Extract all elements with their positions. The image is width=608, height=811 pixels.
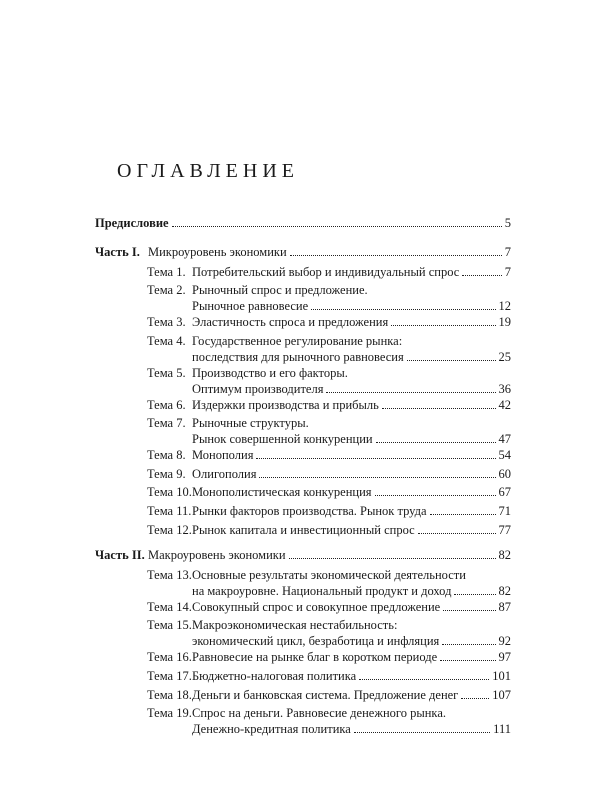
- toc-entry-label: Тема 6.: [147, 398, 186, 412]
- toc-entry-title: Издержки производства и прибыль: [192, 398, 379, 412]
- toc-entry-label: Тема 1.: [147, 265, 186, 279]
- toc-entry-line: [0, 720, 608, 738]
- toc-entry-title: Рыночное равновесие: [192, 299, 309, 313]
- toc-entry-title: Деньги и банковская система. Предложение денег: [192, 688, 459, 702]
- toc-entry-page: 36: [498, 382, 511, 396]
- dot-leader: [259, 477, 495, 478]
- toc-entry-page: 5: [504, 216, 511, 230]
- toc-entry-label: Тема 5.: [147, 366, 186, 380]
- toc-entry-title: Денежно-кредитная политика: [192, 722, 351, 736]
- toc-entry-title: Совокупный спрос и совокупное предложение: [192, 600, 441, 614]
- dot-leader: [391, 325, 495, 326]
- toc-entry-page: 47: [498, 432, 511, 446]
- dot-leader: [289, 558, 496, 559]
- toc-entry-page: 7: [504, 265, 511, 279]
- toc-entry-page: 82: [498, 548, 511, 562]
- toc-entry-label: Часть I.: [95, 245, 140, 259]
- toc-entry-line: [0, 483, 608, 501]
- toc-entry-title: на макроуровне. Национальный продукт и доход: [192, 584, 452, 598]
- toc-entry-line: [0, 521, 608, 539]
- dot-leader: [172, 226, 502, 227]
- toc-entry-title: Производство и его факторы.: [192, 366, 348, 380]
- dot-leader: [407, 360, 496, 361]
- toc-entry-line: [0, 465, 608, 483]
- toc-entry-line: [0, 446, 608, 464]
- toc-entry-line: [0, 598, 608, 616]
- toc-entry-page: 12: [498, 299, 511, 313]
- toc-entry-title: Рыночные структуры.: [192, 416, 309, 430]
- toc-entry-label: Тема 18.: [147, 688, 192, 702]
- toc-entry-title: Оптимум производителя: [192, 382, 324, 396]
- dot-leader: [442, 644, 495, 645]
- toc-entry-line: [0, 313, 608, 331]
- dot-leader: [443, 610, 495, 611]
- toc-entry-label: Тема 8.: [147, 448, 186, 462]
- toc-entry-title: Рыночный спрос и предложение.: [192, 283, 368, 297]
- toc-entry-page: 77: [498, 523, 511, 537]
- toc-entry-page: 107: [492, 688, 511, 702]
- toc-entry-label: Тема 3.: [147, 315, 186, 329]
- toc-entry-title: Монополистическая конкуренция: [192, 485, 372, 499]
- toc-entry-label: Тема 15.: [147, 618, 192, 632]
- toc-entry-title: Равновесие на рынке благ в коротком периоде: [192, 650, 438, 664]
- toc-entry-page: 87: [498, 600, 511, 614]
- toc-entry-label: Тема 12.: [147, 523, 192, 537]
- toc-entry-title: Монополия: [192, 448, 254, 462]
- dot-leader: [326, 392, 495, 393]
- toc-entry-line: [0, 263, 608, 281]
- toc-entry-page: 111: [493, 722, 511, 736]
- toc-entry-page: 7: [504, 245, 511, 259]
- dot-leader: [430, 514, 496, 515]
- toc-entry-label: Тема 4.: [147, 334, 186, 348]
- toc-entry-line: [0, 214, 608, 232]
- toc-entry-title: Рынок совершенной конкуренции: [192, 432, 373, 446]
- toc-entry-title: Бюджетно-налоговая политика: [192, 669, 357, 683]
- dot-leader: [440, 660, 495, 661]
- toc-entry-title: Потребительский выбор и индивидуальный спрос: [192, 265, 460, 279]
- dot-leader: [382, 408, 496, 409]
- dot-leader: [359, 679, 489, 680]
- toc-entry-label: Тема 19.: [147, 706, 192, 720]
- dot-leader: [256, 458, 495, 459]
- toc-entry-label: Тема 17.: [147, 669, 192, 683]
- toc-entry-line: [0, 396, 608, 414]
- toc-entry-label: Тема 9.: [147, 467, 186, 481]
- dot-leader: [454, 594, 495, 595]
- toc-entry-line: [0, 648, 608, 666]
- toc-entry-page: 71: [498, 504, 511, 518]
- toc-entry-line: [0, 502, 608, 520]
- dot-leader: [354, 732, 490, 733]
- toc-entry-title: Эластичность спроса и предложения: [192, 315, 389, 329]
- toc-entry-title: Основные результаты экономической деятельности: [192, 568, 466, 582]
- toc-entry-page: 42: [498, 398, 511, 412]
- toc-entry-page: 92: [498, 634, 511, 648]
- toc-entry-label: Часть II.: [95, 548, 145, 562]
- toc-entry-title: Рынок капитала и инвестиционный спрос: [192, 523, 415, 537]
- toc-entry-title: последствия для рыночного равновесия: [192, 350, 404, 364]
- dot-leader: [376, 442, 496, 443]
- toc-entry-title: Микроуровень экономики: [148, 245, 287, 259]
- toc-entry-label: Тема 7.: [147, 416, 186, 430]
- toc-entry-title: Макроуровень экономики: [148, 548, 286, 562]
- toc-entry-label: Тема 13.: [147, 568, 192, 582]
- toc-entry-label: Тема 16.: [147, 650, 192, 664]
- toc-entry-title: Государственное регулирование рынка:: [192, 334, 403, 348]
- toc-entry-page: 97: [498, 650, 511, 664]
- dot-leader: [311, 309, 495, 310]
- toc-entry-label: Тема 2.: [147, 283, 186, 297]
- toc-entry-label: Тема 14.: [147, 600, 192, 614]
- toc-entry-page: 54: [498, 448, 511, 462]
- toc-entry-title: Олигополия: [192, 467, 257, 481]
- toc-entry-page: 82: [498, 584, 511, 598]
- toc-entry-line: [0, 686, 608, 704]
- toc-entry-page: 19: [498, 315, 511, 329]
- toc-entry-title: Макроэкономическая нестабильность:: [192, 618, 398, 632]
- toc-entry-label: Тема 11.: [147, 504, 192, 518]
- dot-leader: [461, 698, 489, 699]
- toc-entry-label: Тема 10.: [147, 485, 192, 499]
- dot-leader: [462, 275, 501, 276]
- toc-entry-page: 60: [498, 467, 511, 481]
- toc-entry-line: [0, 546, 608, 564]
- toc-entry-page: 67: [498, 485, 511, 499]
- toc-entry-page: 25: [498, 350, 511, 364]
- dot-leader: [290, 255, 502, 256]
- dot-leader: [375, 495, 496, 496]
- toc-entry-title: Спрос на деньги. Равновесие денежного рынка.: [192, 706, 446, 720]
- toc-entry-line: [0, 243, 608, 261]
- page-title: ОГЛАВЛЕНИЕ: [117, 160, 299, 182]
- toc-entry-title: Предисловие: [95, 216, 169, 230]
- toc-entry-line: [0, 667, 608, 685]
- dot-leader: [418, 533, 496, 534]
- toc-entry-title: Рынки факторов производства. Рынок труда: [192, 504, 427, 518]
- toc-entry-title: экономический цикл, безработица и инфляция: [192, 634, 440, 648]
- toc-entry-page: 101: [492, 669, 511, 683]
